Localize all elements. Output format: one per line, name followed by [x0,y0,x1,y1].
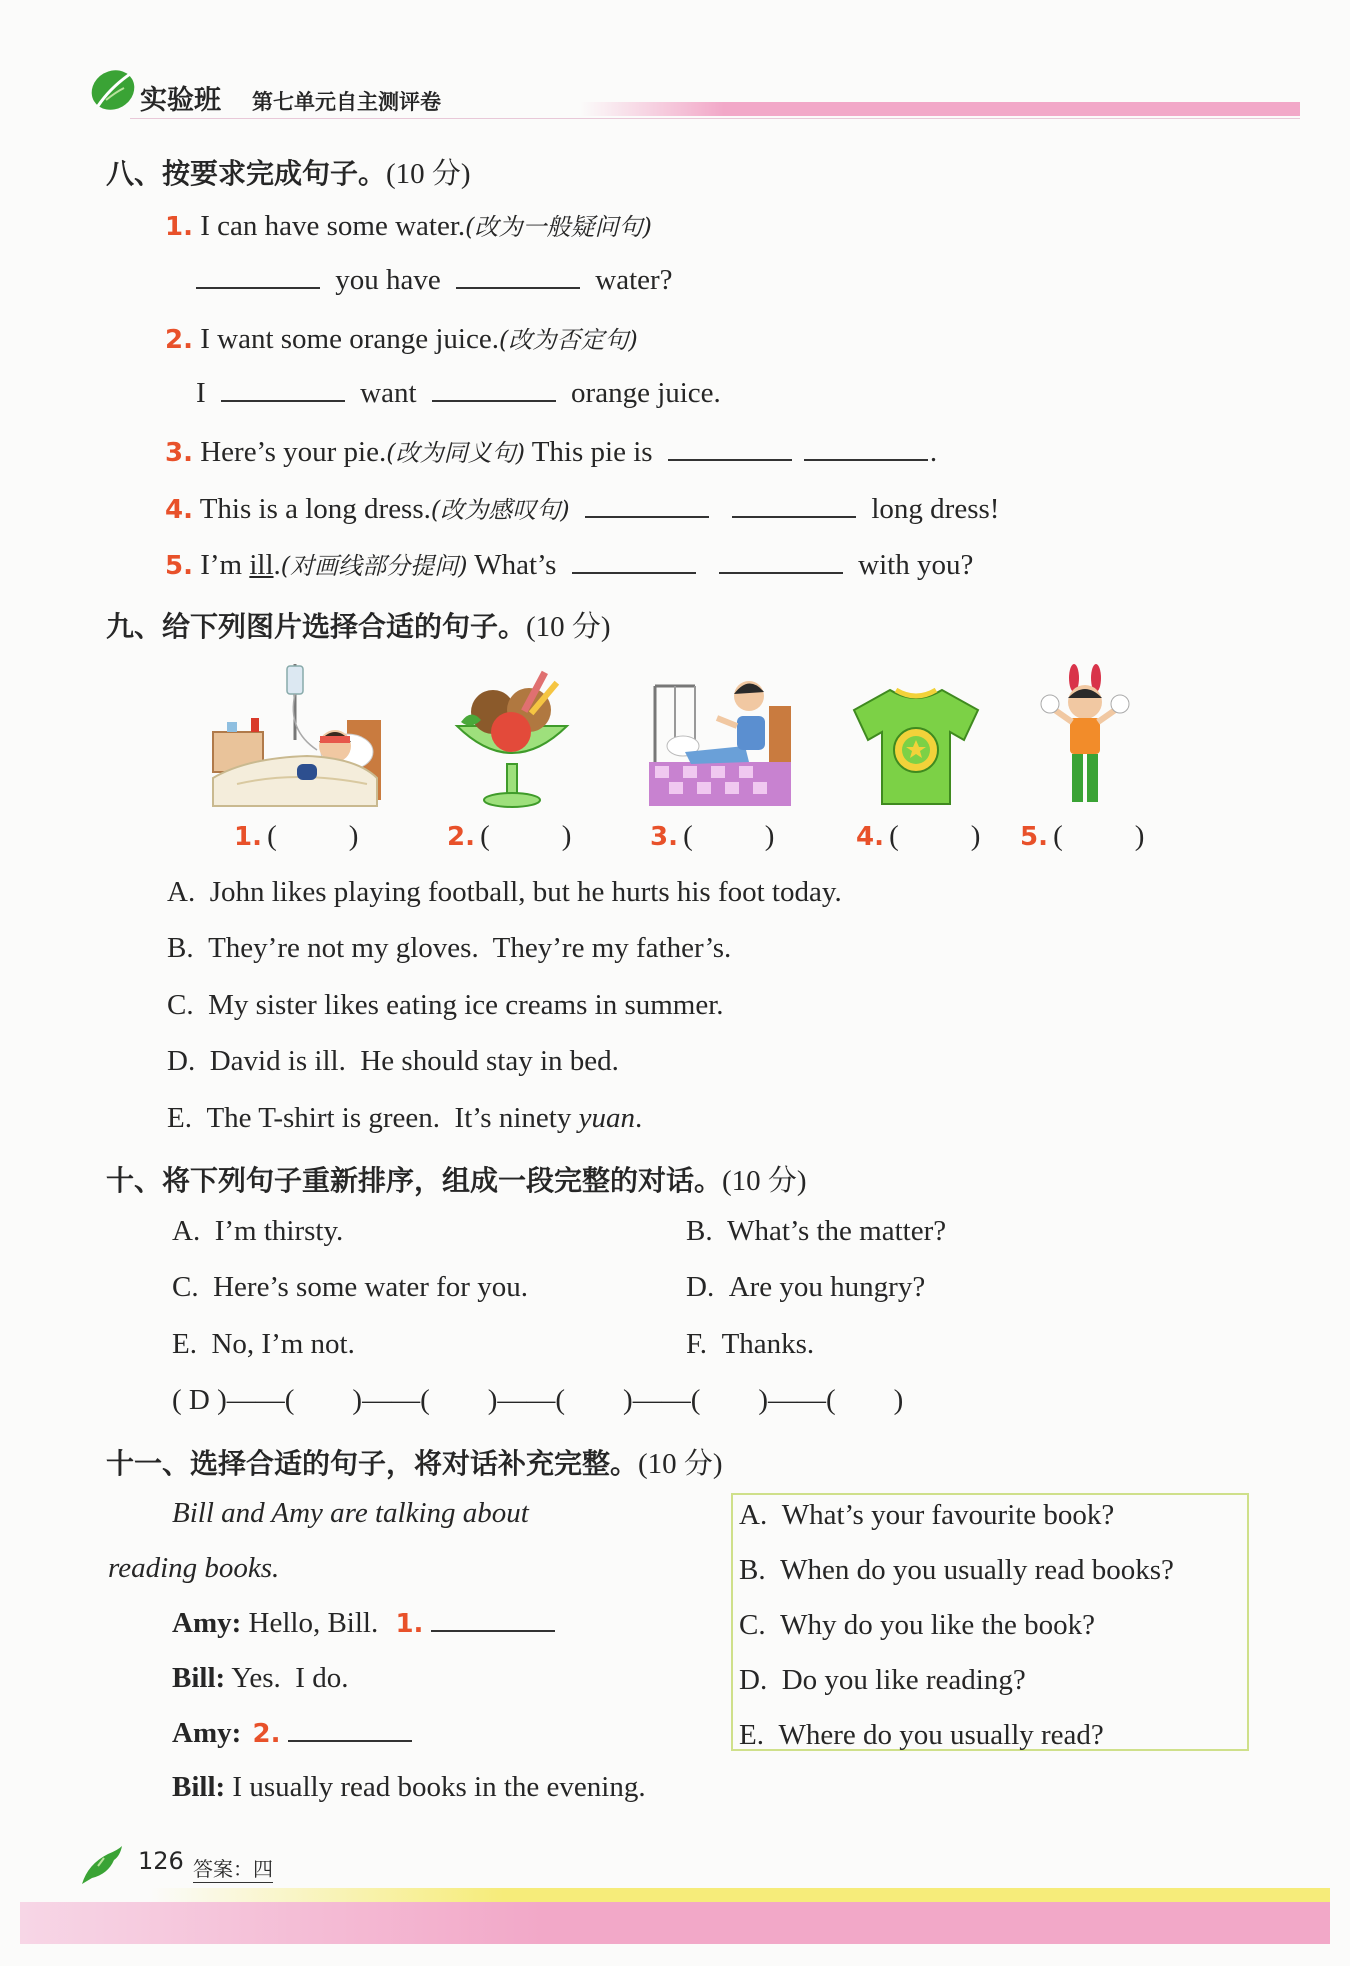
s11-dialog-2: Bill: Yes. I do. [172,1662,349,1694]
footer-yellow-stripe [150,1888,1330,1902]
s11-option-c: C. Why do you like the book? [739,1609,1096,1641]
page-number: 126 [138,1847,184,1875]
s9-option-c: C. My sister likes eating ice creams in summer. [167,989,724,1021]
section-10-title: 十、将下列句子重新排序，组成一段完整的对话。(10 分) [106,1164,807,1197]
s10-item-d: D. Are you hungry? [686,1271,926,1303]
answer-blank[interactable] [732,494,856,518]
s9-option-b: B. They’re not my gloves. They’re my father’s. [167,932,732,964]
sick-boy-in-bed-image [207,660,385,810]
s10-item-f: F. Thanks. [686,1328,815,1360]
s11-dialog-1: Amy: Hello, Bill. 1. [172,1607,563,1640]
picture-2-answer[interactable]: 2. ( ) [447,820,572,852]
s8-q2-answer: I want orange juice. [196,377,721,409]
girl-with-gloves-image [1040,664,1130,810]
s11-intro-line-1: Bill and Amy are talking about [172,1497,529,1529]
section-8-title: 八、按要求完成句子。(10 分) [106,157,471,190]
answer-blank[interactable] [196,265,320,289]
s11-option-e: E. Where do you usually read? [739,1719,1104,1751]
brand-name: 实验班 [140,85,221,116]
picture-5-answer[interactable]: 5. ( ) [1020,820,1145,852]
green-t-shirt-image [850,684,982,810]
header-stripe [580,102,1300,116]
s10-item-b: B. What’s the matter? [686,1215,947,1247]
footer-pink-band [20,1902,1330,1944]
s8-q2: 2. I want some orange juice.(改为否定句) [165,323,638,355]
s8-q1: 1. I can have some water.(改为一般疑问句) [165,210,652,242]
leaf-logo-icon [88,66,138,114]
s11-options-box [731,1493,1249,1751]
dolphin-icon [78,1844,126,1888]
section-11-title: 十一、选择合适的句子，将对话补充完整。(10 分) [106,1447,723,1480]
section-9-title: 九、给下列图片选择合适的句子。(10 分) [106,610,611,643]
s8-q4: 4. This is a long dress.(改为感叹句) long dress! [165,493,1000,525]
s11-option-a: A. What’s your favourite book? [739,1499,1115,1531]
picture-1-answer[interactable]: 1. ( ) [234,820,359,852]
answer-blank[interactable] [456,265,580,289]
picture-3-answer[interactable]: 3. ( ) [650,820,775,852]
answer-blank[interactable] [431,1608,555,1632]
s10-item-e: E. No, I’m not. [172,1328,355,1360]
s11-dialog-3: Amy: 2. [172,1717,420,1750]
s9-option-e: E. The T-shirt is green. It’s ninety yuan. [167,1102,643,1134]
s11-dialog-4: Bill: I usually read books in the evening. [172,1771,646,1803]
s8-q3: 3. Here’s your pie.(改为同义句) This pie is . [165,436,938,468]
answer-blank[interactable] [668,437,792,461]
answer-blank[interactable] [288,1718,412,1742]
answer-blank[interactable] [585,494,709,518]
s10-item-c: C. Here’s some water for you. [172,1271,528,1303]
s8-q1-answer: you have water? [196,264,673,297]
answer-blank[interactable] [719,550,843,574]
s11-option-d: D. Do you like reading? [739,1664,1026,1696]
answer-blank[interactable] [804,437,928,461]
s10-item-a: A. I’m thirsty. [172,1215,344,1247]
header-subtitle: 第七单元自主测评卷 [252,90,441,114]
s9-option-a: A. John likes playing football, but he hurts his foot today. [167,876,842,908]
s10-order-answer[interactable]: ( D )——( )——( )——( )——( )——( ) [172,1384,904,1416]
answer-blank[interactable] [432,378,556,402]
s11-intro-line-2: reading books. [108,1552,280,1584]
answer-key: 答案：四 [193,1853,273,1883]
answer-blank[interactable] [572,550,696,574]
ice-cream-sundae-image [447,660,577,810]
s9-option-d: D. David is ill. He should stay in bed. [167,1045,619,1077]
header-rule [130,118,1300,119]
picture-4-answer[interactable]: 4. ( ) [856,820,981,852]
s11-option-b: B. When do you usually read books? [739,1554,1174,1586]
boy-with-injured-foot-image [645,666,795,810]
s8-q5: 5. I’m ill.(对画线部分提问) What’s with you? [165,549,974,581]
answer-blank[interactable] [221,378,345,402]
